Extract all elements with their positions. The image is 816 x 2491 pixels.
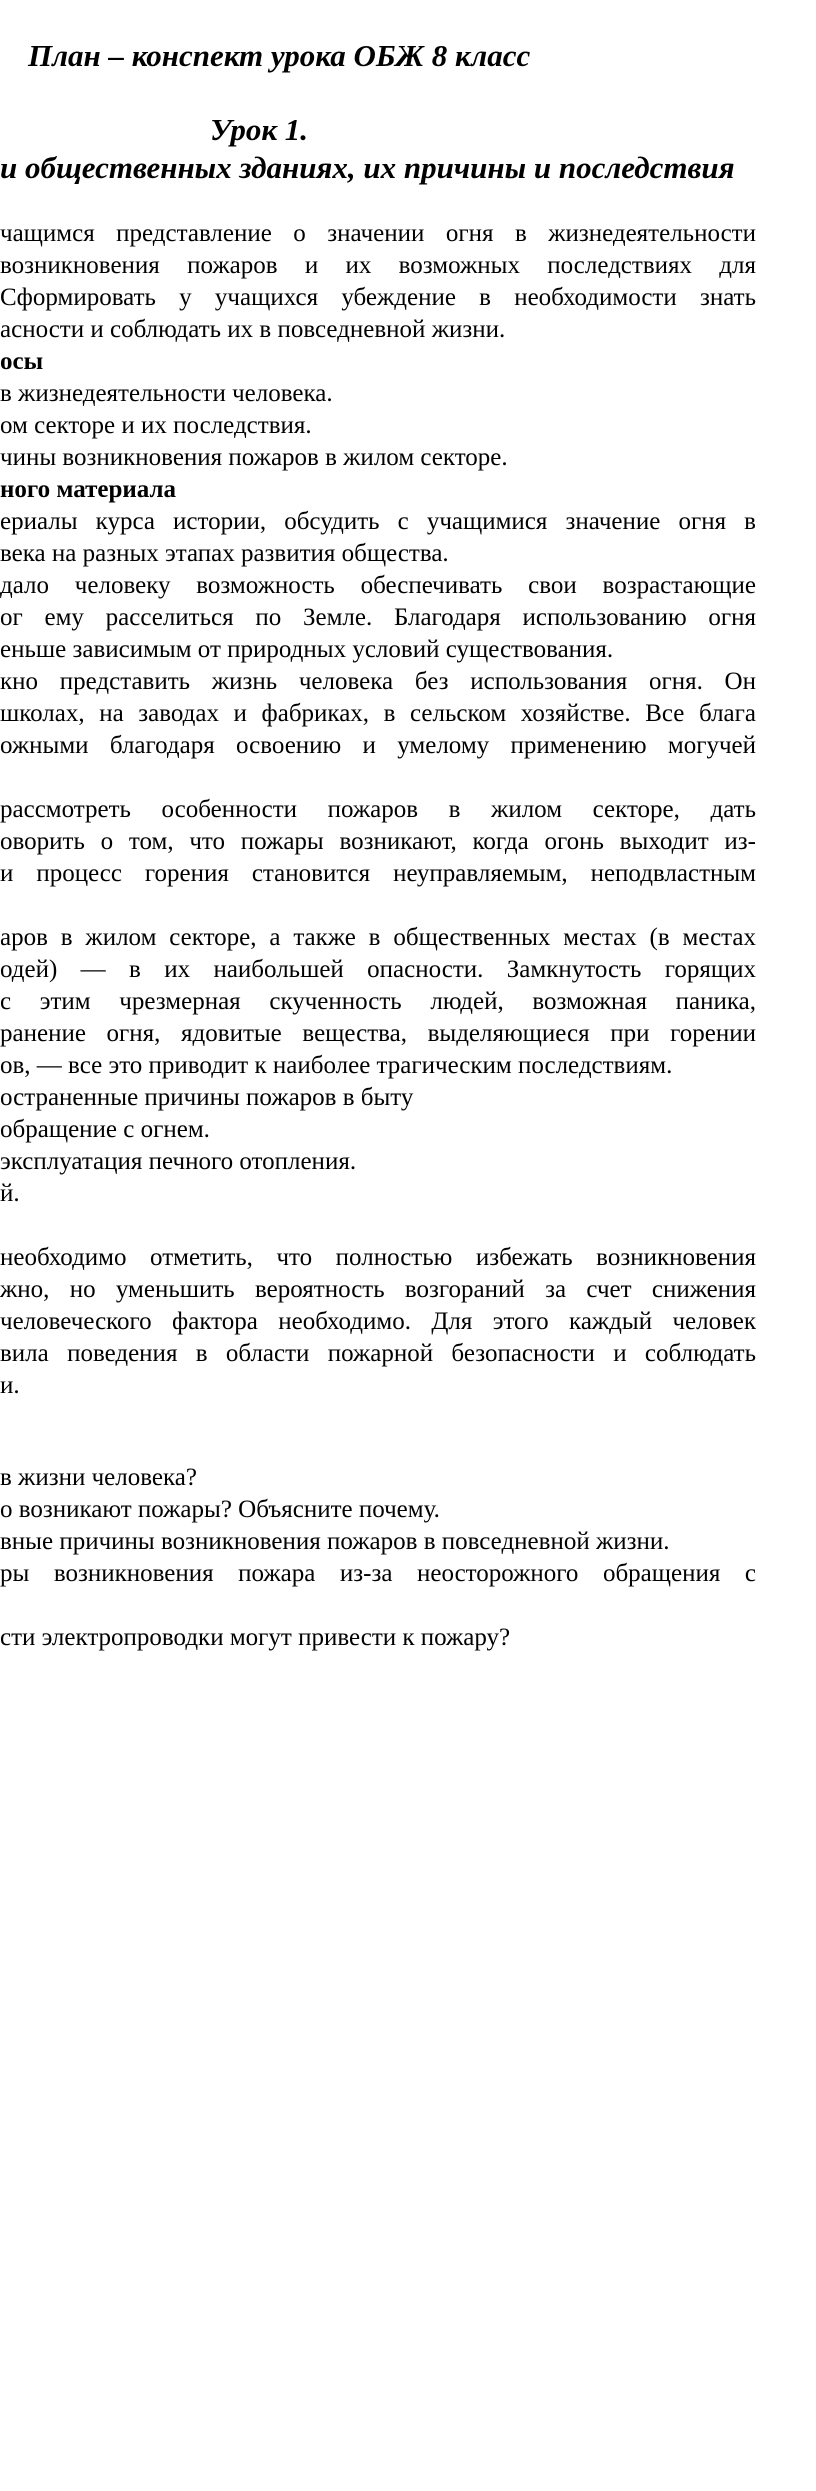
material-line: оворить о том, что пожары возникают, когда огонь выходит из-: [0, 828, 756, 855]
material-heading: ного материала: [0, 476, 177, 503]
material-line: ожными благодаря освоению и умелому применению могучей: [0, 732, 756, 759]
material-line: и процесс горения становится неуправляемым, неподвластным: [0, 860, 756, 887]
material-line: с этим чрезмерная скученность людей, возможная паника,: [0, 988, 756, 1015]
material-line: жно, но уменьшить вероятность возгораний за счет снижения: [0, 1276, 756, 1303]
material-line: рассмотреть особенности пожаров в жилом секторе, дать: [0, 796, 756, 823]
material-line: одей) — в их наибольшей опасности. Замкнутость горящих: [0, 956, 756, 983]
question-item: чины возникновения пожаров в жилом секторе.: [0, 444, 508, 471]
review-question: в жизни человека?: [0, 1464, 197, 1491]
material-line: остраненные причины пожаров в быту: [0, 1084, 414, 1111]
questions-heading: осы: [0, 348, 44, 375]
material-line: ог ему расселиться по Земле. Благодаря использованию огня: [0, 604, 756, 631]
review-question: вные причины возникновения пожаров в повседневной жизни.: [0, 1528, 670, 1555]
goal-line: чащимся представление о значении огня в жизнедеятельности: [0, 220, 756, 247]
material-line: века на разных этапах развития общества.: [0, 540, 449, 567]
material-line: необходимо отметить, что полностью избежать возникновения: [0, 1244, 756, 1271]
material-line: человеческого фактора необходимо. Для этого каждый человек: [0, 1308, 756, 1335]
material-line: ов, — все это приводит к наиболее трагическим последствиям.: [0, 1052, 673, 1079]
question-item: ом секторе и их последствия.: [0, 412, 312, 439]
goal-line: асности и соблюдать их в повседневной жизни.: [0, 316, 506, 343]
goal-line: Сформировать у учащихся убеждение в необходимости знать: [0, 284, 756, 311]
material-line: аров в жилом секторе, а также в общественных местах (в местах: [0, 924, 756, 951]
material-line: й.: [0, 1180, 20, 1207]
material-line: обращение с огнем.: [0, 1116, 210, 1143]
review-question: ры возникновения пожара из-за неосторожного обращения с: [0, 1560, 756, 1587]
material-line: школах, на заводах и фабриках, в сельском хозяйстве. Все блага: [0, 700, 756, 727]
material-line: ериалы курса истории, обсудить с учащимися значение огня в: [0, 508, 756, 535]
material-line: вила поведения в области пожарной безопасности и соблюдать: [0, 1340, 756, 1367]
lesson-number: Урок 1.: [210, 112, 309, 147]
material-line: эксплуатация печного отопления.: [0, 1148, 357, 1175]
material-line: еньше зависимым от природных условий существования.: [0, 636, 614, 663]
material-line: кно представить жизнь человека без использования огня. Он: [0, 668, 756, 695]
material-line: дало человеку возможность обеспечивать свои возрастающие: [0, 572, 756, 599]
material-line: ранение огня, ядовитые вещества, выделяющиеся при горении: [0, 1020, 756, 1047]
question-item: в жизнедеятельности человека.: [0, 380, 333, 407]
review-question: сти электропроводки могут привести к пожару?: [0, 1624, 511, 1651]
material-line: и.: [0, 1372, 20, 1399]
review-question: о возникают пожары? Объясните почему.: [0, 1496, 440, 1523]
goal-line: возникновения пожаров и их возможных последствиях для: [0, 252, 756, 279]
lesson-topic: и общественных зданиях, их причины и последствия: [0, 150, 735, 185]
document-title: План – конспект урока ОБЖ 8 класс: [28, 38, 531, 73]
